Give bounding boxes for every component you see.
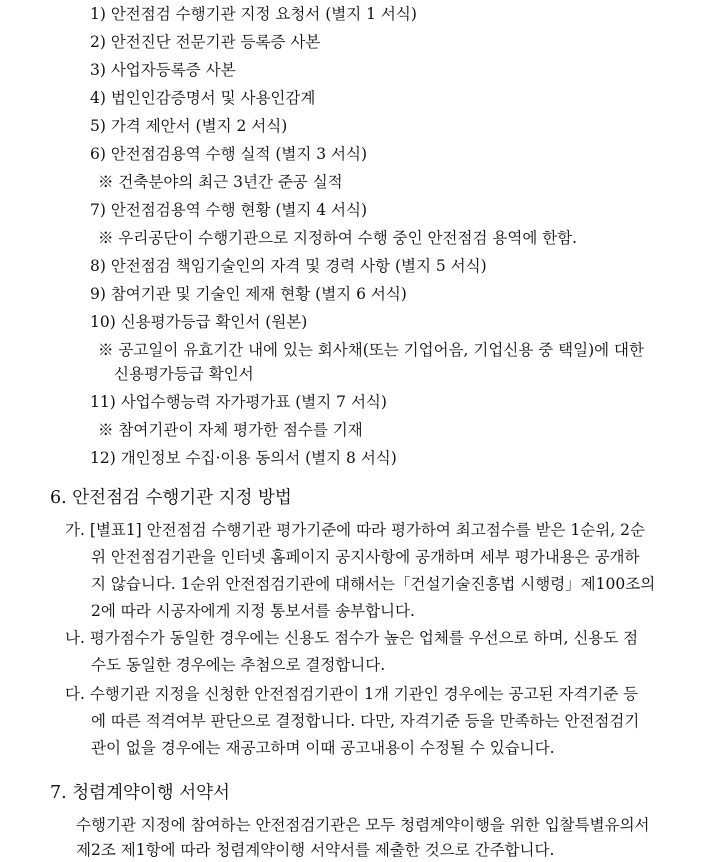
- paragraph-ga-line: 지 않습니다. 1순위 안전점검기관에 대해서는「건설기술진흥법 시행령」제100조의: [91, 575, 656, 593]
- list-item: 1) 안전점검 수행기관 지정 요청서 (별지 1 서식): [90, 5, 417, 23]
- list-item: 8) 안전점검 책임기술인의 자격 및 경력 사항 (별지 5 서식): [90, 257, 487, 275]
- paragraph-na-line: 나. 평가점수가 동일한 경우에는 신용도 점수가 높은 업체를 우선으로 하며, 신용도 점: [65, 629, 639, 647]
- paragraph-ga-line: 가. [별표1] 안전점검 수행기관 평가기준에 따라 평가하여 최고점수를 받은 1순위, 2순: [65, 521, 645, 539]
- list-note: ※ 참여기관이 자체 평가한 점수를 기재: [98, 421, 363, 439]
- section-7-body-line: 수행기관 지정에 참여하는 안전점검기관은 모두 청렴계약이행을 위한 입찰특별유의서: [76, 816, 650, 834]
- paragraph-ga-line: 위 안전점검기관을 인터넷 홈페이지 공지사항에 공개하며 세부 평가내용은 공개하: [91, 548, 640, 566]
- list-item: 11) 사업수행능력 자가평가표 (별지 7 서식): [90, 393, 387, 411]
- paragraph-na-line: 수도 동일한 경우에는 추첨으로 결정합니다.: [91, 656, 386, 674]
- list-note: ※ 건축분야의 최근 3년간 준공 실적: [98, 173, 343, 191]
- list-item: 6) 안전점검용역 수행 실적 (별지 3 서식): [90, 145, 368, 163]
- list-item: 4) 법인인감증명서 및 사용인감계: [90, 89, 316, 107]
- paragraph-ga-line: 2에 따라 시공자에게 지정 통보서를 송부합니다.: [91, 602, 415, 620]
- section-7-title: 7. 청렴계약이행 서약서: [50, 783, 230, 803]
- list-note-continuation: 신용평가등급 확인서: [114, 365, 254, 383]
- list-note: ※ 우리공단이 수행기관으로 지정하여 수행 중인 안전점검 용역에 한함.: [98, 229, 578, 247]
- list-item: 5) 가격 제안서 (별지 2 서식): [90, 117, 288, 135]
- list-item: 7) 안전점검용역 수행 현황 (별지 4 서식): [90, 201, 368, 219]
- list-item: 10) 신용평가등급 확인서 (원본): [90, 313, 308, 331]
- paragraph-da-line: 에 따른 적격여부 판단으로 결정합니다. 다만, 자격기준 등을 만족하는 안전점검기: [91, 712, 640, 730]
- list-note: ※ 공고일이 유효기간 내에 있는 회사채(또는 기업어음, 기업신용 중 택일)에 대한: [98, 341, 644, 359]
- list-item: 2) 안전진단 전문기관 등록증 사본: [90, 33, 321, 51]
- list-item: 12) 개인정보 수집·이용 동의서 (별지 8 서식): [90, 449, 397, 467]
- paragraph-da-line: 다. 수행기관 지정을 신청한 안전점검기관이 1개 기관인 경우에는 공고된 자격기준 등: [65, 685, 639, 703]
- paragraph-da-line: 관이 없을 경우에는 재공고하며 이때 공고내용이 수정될 수 있습니다.: [91, 739, 555, 757]
- list-item: 9) 참여기관 및 기술인 제재 현황 (별지 6 서식): [90, 285, 407, 303]
- list-item: 3) 사업자등록증 사본: [90, 61, 236, 79]
- section-6-title: 6. 안전점검 수행기관 지정 방법: [50, 488, 292, 508]
- section-7-body-line: 제2조 제1항에 따라 청렴계약이행 서약서를 제출한 것으로 간주합니다.: [76, 841, 555, 859]
